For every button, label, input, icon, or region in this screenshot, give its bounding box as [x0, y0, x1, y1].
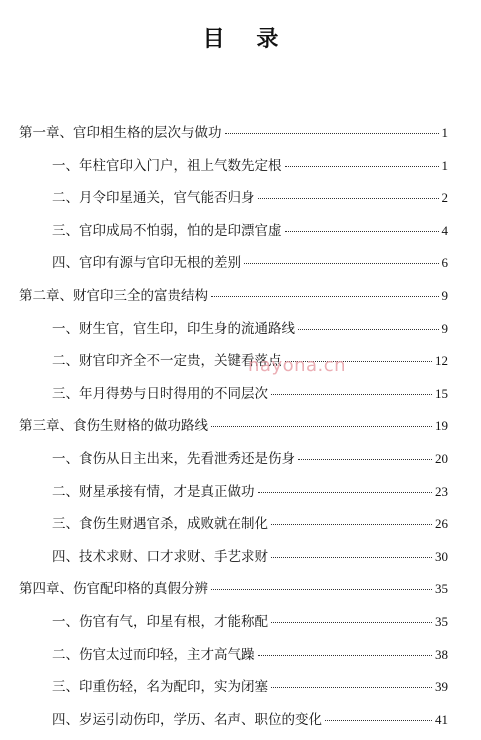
toc-section-entry: [52, 482, 448, 502]
toc-dot-leader: [325, 719, 432, 721]
toc-section-entry: [52, 188, 448, 208]
toc-dot-leader: [258, 197, 439, 199]
toc-entry-label: 第一章、官印相生格的层次与做功: [19, 125, 222, 141]
toc-section-entry: [52, 514, 448, 534]
toc-section-entry: [52, 645, 448, 665]
toc-section-entry: [52, 156, 448, 176]
toc-entry-label: 一、财生官，官生印，印生身的流通路线: [52, 320, 295, 337]
toc-dot-leader: [285, 230, 439, 232]
page-title: 目 录: [202, 27, 291, 52]
toc-dot-leader: [285, 360, 433, 362]
toc-entry-label: 第三章、食伤生财格的做功路线: [19, 418, 208, 435]
toc-section-entry: [52, 384, 448, 404]
toc-section-entry: [52, 612, 448, 632]
toc-entry-label: 一、食伤从日主出来，先看泄秀还是伤身: [52, 451, 295, 467]
toc-chapter-entry: [19, 416, 448, 436]
toc-dot-leader: [258, 491, 433, 493]
toc-section-entry: [52, 253, 448, 273]
toc-page-number: 1: [441, 125, 448, 140]
toc-section-entry: [52, 677, 448, 697]
toc-page-number: 4: [441, 222, 448, 238]
toc-dot-leader: [285, 165, 439, 167]
toc-section-entry: [52, 221, 448, 241]
toc-entry-label: 一、年柱官印入门户，祖上气数先定根: [52, 157, 282, 174]
toc-entry-label: 一、伤官有气，印星有根，才能称配: [52, 614, 268, 630]
toc-dot-leader: [225, 132, 439, 134]
toc-dot-leader: [271, 686, 432, 688]
toc-section-entry: [52, 319, 448, 339]
toc-dot-leader: [211, 425, 432, 427]
toc-entry-label: 四、岁运引动伤印，学历、名声、职位的变化: [52, 711, 322, 728]
toc-dot-leader: [298, 328, 439, 330]
toc-dot-leader: [258, 654, 433, 656]
toc-page-number: 30: [435, 548, 448, 564]
toc-dot-leader: [271, 556, 432, 558]
toc-section-entry: [52, 710, 448, 730]
toc-page-number: 19: [435, 418, 448, 434]
toc-entry-label: 四、官印有源与官印无根的差别: [52, 255, 241, 272]
toc-page-number: 9: [441, 320, 448, 336]
toc-entry-label: 二、财官印齐全不一定贵，关键看落点: [52, 353, 282, 370]
toc-entry-label: 三、印重伤轻，名为配印，实为闭塞: [52, 679, 268, 696]
toc-entry-label: 二、财星承接有情，才是真正做功: [52, 483, 255, 500]
toc-dot-leader: [271, 621, 432, 623]
toc-entry-label: 第二章、财官印三全的富贵结构: [19, 288, 208, 304]
toc-dot-leader: [271, 523, 432, 525]
toc-entry-label: 三、官印成局不怕弱，怕的是印漂官虚: [52, 222, 282, 239]
toc-page-number: 23: [435, 483, 448, 499]
toc-section-entry: [52, 547, 448, 567]
toc-page-number: 2: [441, 190, 448, 206]
toc-page-number: 35: [435, 581, 448, 597]
toc-entry-label: 四、技术求财、口才求财、手艺求财: [52, 548, 268, 565]
toc-dot-leader: [211, 588, 432, 590]
toc-page-number: 1: [441, 157, 448, 173]
toc-chapter-entry: [19, 286, 448, 306]
toc-page-number: 38: [435, 646, 448, 662]
toc-dot-leader: [298, 458, 432, 460]
toc-entry-label: 二、月令印星通关，官气能否归身: [52, 190, 255, 207]
toc-page-number: 9: [441, 288, 448, 303]
toc-dot-leader: [271, 393, 432, 395]
toc-section-entry: [52, 351, 448, 371]
toc-entry-label: 第四章、伤官配印格的真假分辨: [19, 581, 208, 598]
toc-page-number: 26: [435, 516, 448, 532]
toc-page-number: 41: [435, 711, 448, 727]
toc-page-number: 39: [435, 679, 448, 695]
toc-entry-label: 二、伤官太过而印轻，主才高气躁: [52, 646, 255, 663]
watermark: nayona.cn: [248, 355, 347, 376]
toc-chapter-entry: [19, 123, 448, 143]
toc-entry-label: 三、年月得势与日时得用的不同层次: [52, 385, 268, 402]
toc-section-entry: [52, 449, 448, 469]
toc-page-number: 35: [435, 614, 448, 629]
toc-entry-label: 三、食伤生财遇官杀，成败就在制化: [52, 516, 268, 533]
toc-dot-leader: [244, 262, 439, 264]
toc-page-number: 15: [435, 385, 448, 401]
toc-dot-leader: [211, 295, 439, 297]
toc-page-number: 6: [441, 255, 448, 271]
toc-page-number: 12: [435, 353, 448, 369]
toc-page-number: 20: [435, 451, 448, 466]
toc-chapter-entry: [19, 579, 448, 599]
